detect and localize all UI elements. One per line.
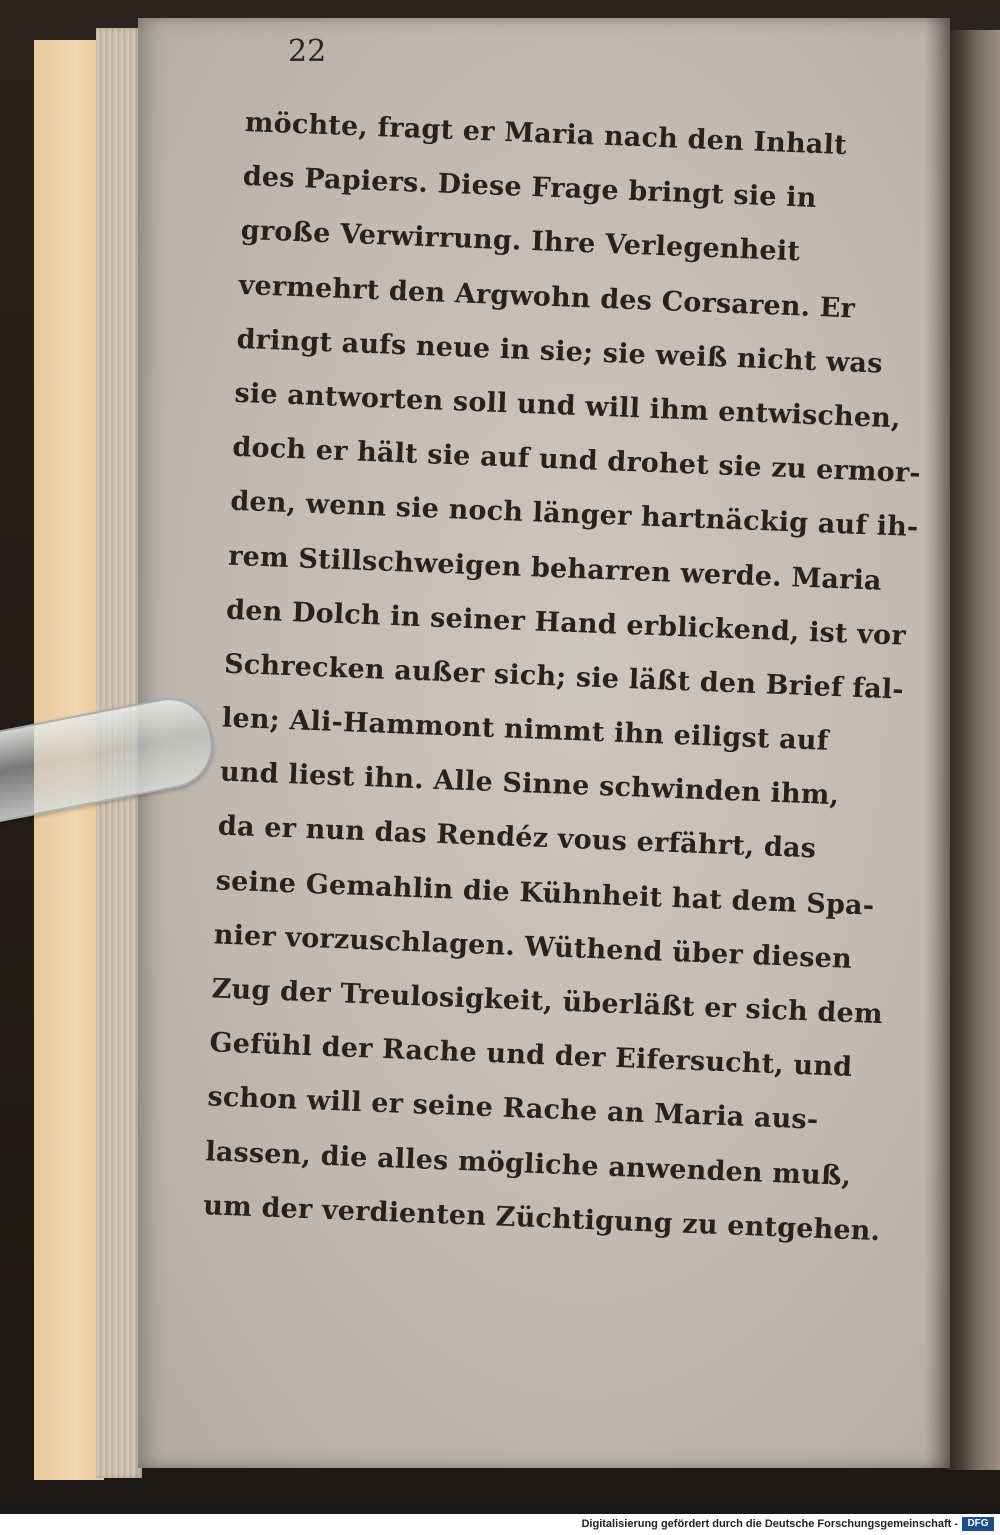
text-line: Schrecken außer sich; sie läßt den Brief fal- xyxy=(223,648,905,706)
text-line: sie antworten soll und will ihm entwischen, xyxy=(233,377,902,435)
text-line: nier vorzuschlagen. Wüthend über diesen xyxy=(213,919,853,975)
text-line: möchte, fragt er Maria nach den Inhalt xyxy=(244,106,848,162)
text-line: um der verdienten Züchtigung zu entgehen. xyxy=(202,1189,881,1247)
text-line: vermehrt den Argwohn des Corsaren. Er xyxy=(238,269,856,325)
text-line: seine Gemahlin die Kühnheit hat dem Spa- xyxy=(215,865,875,922)
text-line: den Dolch in seiner Hand erblickend, ist vor xyxy=(225,594,907,652)
text-line: schon will er seine Rache an Maria aus- xyxy=(206,1081,819,1137)
text-line: und liest ihn. Alle Sinne schwinden ihm, xyxy=(219,756,840,812)
text-line: Zug der Treulosigkeit, überläßt er sich dem xyxy=(211,973,884,1031)
spine-shadow xyxy=(925,18,950,1468)
text-line: lassen, die alles mögliche anwenden muß, xyxy=(204,1135,852,1192)
text-line: Gefühl der Rache und der Eifersucht, und xyxy=(209,1027,853,1084)
funding-notice: Digitalisierung gefördert durch die Deutsche Forschungsgemeinschaft - xyxy=(581,1518,958,1530)
text-line: dringt aufs neue in sie; sie weiß nicht was xyxy=(236,323,884,380)
text-line: große Verwirrung. Ihre Verlegenheit xyxy=(240,215,801,268)
text-line: rem Stillschweigen beharren werde. Maria xyxy=(227,540,883,597)
text-line: des Papiers. Diese Frage bringt sie in xyxy=(242,161,818,215)
page-text xyxy=(202,96,922,1259)
facing-page-edge xyxy=(946,30,1000,1470)
text-line: da er nun das Rendéz vous erfährt, das xyxy=(217,810,817,865)
text-line: doch er hält sie auf und drohet sie zu ermor- xyxy=(231,431,922,490)
text-line: len; Ali-Hammont nimmt ihn eiligst auf xyxy=(221,702,830,757)
dfg-logo: DFG xyxy=(962,1517,994,1531)
text-line: den, wenn sie noch länger hartnäckig auf ih- xyxy=(229,486,919,544)
page-number: 22 xyxy=(288,34,327,69)
